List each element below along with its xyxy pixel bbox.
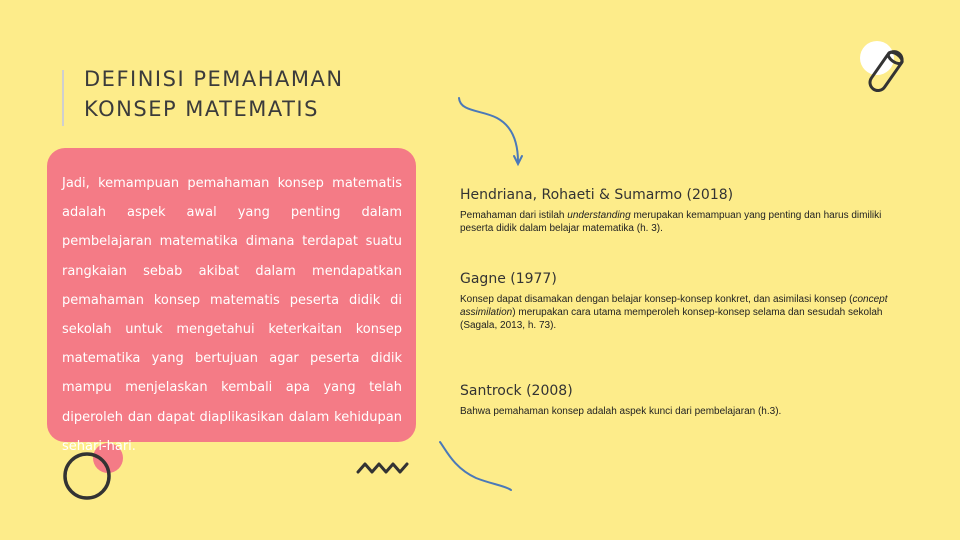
reference-name: Hendriana, Rohaeti & Sumarmo (2018) (460, 187, 734, 203)
reference-body: Bahwa pemahaman konsep adalah aspek kunci dari pembelajaran (h.3). (460, 406, 782, 417)
zigzag-icon (355, 459, 415, 479)
curve-line-icon (436, 440, 516, 500)
reference-1 (460, 187, 900, 235)
page-title (84, 64, 344, 124)
paper-roll-icon (858, 40, 928, 110)
title-accent-bar (62, 70, 64, 126)
reference-2 (460, 271, 900, 332)
reference-name: Santrock (2008) (460, 383, 573, 399)
reference-body: Konsep dapat disamakan dengan belajar konsep-konsep konkret, dan asimilasi konsep (concept assimilation) merupakan cara utama memperoleh konsep-konsep selama dan sesudah sekolah (Sagala, 2013, h. 73). (460, 294, 888, 331)
squiggle-arrow-icon (452, 92, 532, 172)
reference-body: Pemahaman dari istilah understanding merupakan kemampuan yang penting dan harus dimiliki peserta didik dalam belajar matematika (h. 3). (460, 210, 882, 234)
title-line-1: DEFINISI PEMAHAMAN (84, 67, 344, 91)
reference-name: Gagne (1977) (460, 271, 557, 287)
reference-3 (460, 383, 900, 418)
title-line-2: KONSEP MATEMATIS (84, 97, 319, 121)
definition-text: Jadi, kemampuan pemahaman konsep matematis adalah aspek awal yang penting dalam pembelajaran matematika dimana terdapat suatu rangkaian sebab akibat dalam mendapatkan pemahaman konsep matematis peserta didik di sekolah untuk mengetahui keterkaitan konsep matematika yang bertujuan agar peserta didik mampu menjelaskan kembali apa yang telah diperoleh dan dapat diaplikasikan dalam kehidupan sehari-hari. (62, 176, 402, 454)
